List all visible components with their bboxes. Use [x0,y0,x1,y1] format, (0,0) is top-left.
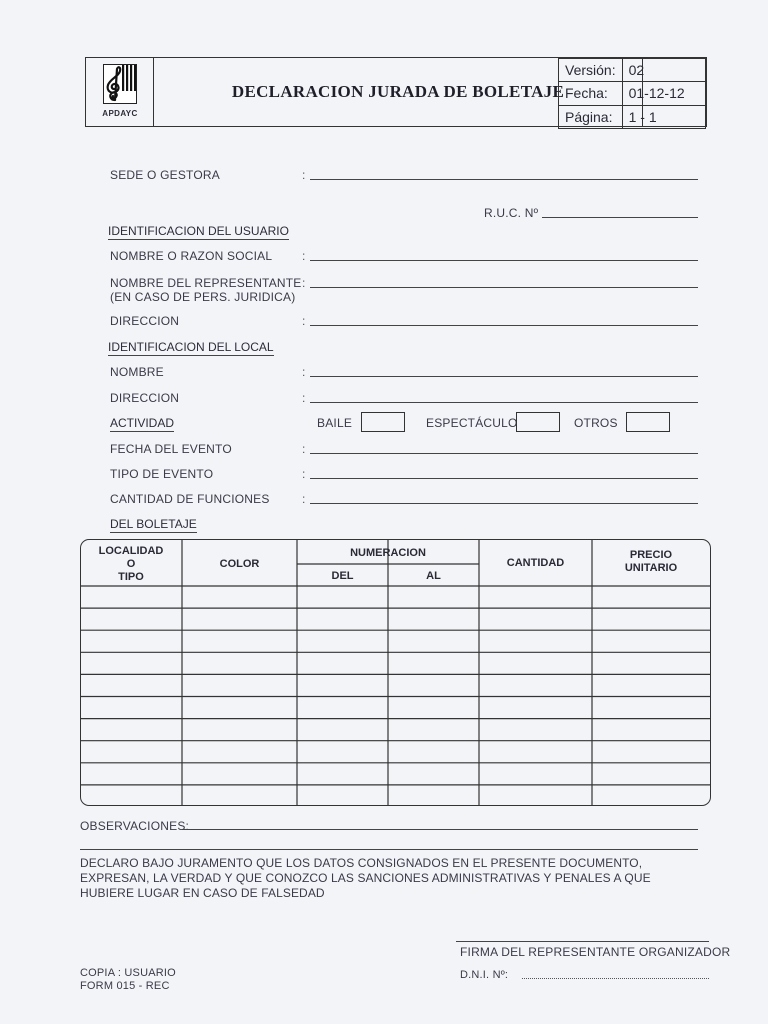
version-value: 02 [622,59,705,82]
baile-checkbox[interactable] [361,412,405,432]
signature-line[interactable] [456,941,709,942]
section-identificacion-usuario: IDENTIFICACION DEL USUARIO [108,224,289,238]
nombre-razon-input-line[interactable] [310,260,698,261]
col-al-header: AL [426,570,441,582]
cantidad-funciones-label: CANTIDAD DE FUNCIONES [110,492,270,506]
colon: : [302,391,306,405]
espectaculo-label: ESPECTÁCULO [426,416,518,430]
date-label: Fecha: [559,82,623,105]
page-label: Página: [559,105,623,128]
boletaje-table [80,539,711,806]
observaciones-input-line-2[interactable] [80,849,698,850]
nombre-local-input-line[interactable] [310,376,698,377]
fecha-evento-input-line[interactable] [310,453,698,454]
colon: : [302,442,306,456]
section-actividad: ACTIVIDAD [110,416,175,430]
observaciones-label: OBSERVACIONES: [80,819,190,833]
col-del-header: DEL [331,570,354,582]
tipo-evento-label: TIPO DE EVENTO [110,467,214,481]
dni-input-line[interactable] [522,978,709,979]
version-label: Versión: [559,59,623,82]
fecha-evento-label: FECHA DEL EVENTO [110,442,232,456]
nombre-razon-label: NOMBRE O RAZON SOCIAL [110,249,273,263]
col-color-header: COLOR [219,558,260,570]
nombre-local-label: NOMBRE [110,365,164,379]
sede-label: SEDE O GESTORA [110,168,220,182]
observaciones-input-line[interactable] [182,829,698,830]
logo-text: APDAYC [102,109,138,118]
otros-label: OTROS [574,416,618,430]
treble-clef-piano-icon [103,64,137,104]
tipo-evento-input-line[interactable] [310,478,698,479]
col-cantidad-header: CANTIDAD [506,557,565,569]
colon: : [302,314,306,328]
col-precio-line1: PRECIO [629,549,673,561]
colon: : [302,249,306,263]
colon: : [302,467,306,481]
direccion-usuario-label: DIRECCION [110,314,180,328]
nombre-representante-label: NOMBRE DEL REPRESENTANTE [110,276,302,290]
colon: : [302,492,306,506]
espectaculo-checkbox[interactable] [516,412,560,432]
dni-label: D.N.I. Nº: [460,969,509,981]
form-code-label: FORM 015 - REC [80,980,170,992]
ruc-input-line[interactable] [542,217,698,218]
col-precio-line2: UNITARIO [624,562,678,574]
baile-label: BAILE [317,416,353,430]
otros-checkbox[interactable] [626,412,670,432]
colon: : [302,276,306,290]
colon: : [302,365,306,379]
direccion-local-label: DIRECCION [110,391,180,405]
declaration-text: DECLARO BAJO JURAMENTO QUE LOS DATOS CONSIGNADOS EN EL PRESENTE DOCUMENTO, EXPRESAN, LA VERDAD Y QUE CONOZCO LAS SANCIONES ADMINISTRATIVAS Y PENALES A QUE HUBIERE LUGAR EN CASO DE FALSEDAD [80,856,651,900]
form-header [85,57,707,127]
nombre-representante-note: (EN CASO DE PERS. JURIDICA) [110,290,296,304]
page-value: 1 - 1 [622,105,705,128]
colon: : [302,168,306,182]
nombre-representante-input-line[interactable] [310,287,698,288]
section-identificacion-local: IDENTIFICACION DEL LOCAL [108,340,274,354]
logo-cell [86,58,154,126]
sede-input-line[interactable] [310,179,698,180]
document-meta [558,58,706,129]
direccion-local-input-line[interactable] [310,402,698,403]
signature-label: FIRMA DEL REPRESENTANTE ORGANIZADOR [460,945,731,959]
col-precio-header [592,549,710,575]
col-localidad-line1: LOCALIDAD [98,545,164,557]
col-localidad-line3: TIPO [118,571,144,583]
col-numeracion-header: NUMERACION [350,547,426,559]
section-boletaje: DEL BOLETAJE [110,517,197,531]
document-title: DECLARACION JURADA DE BOLETAJE [231,82,565,101]
copia-label: COPIA : USUARIO [80,967,176,979]
col-localidad-line2: O [126,558,136,570]
cantidad-funciones-input-line[interactable] [310,503,698,504]
direccion-usuario-input-line[interactable] [310,325,698,326]
ruc-label: R.U.C. Nº [484,206,539,220]
col-localidad-header [81,545,181,584]
date-value: 01-12-12 [622,82,705,105]
